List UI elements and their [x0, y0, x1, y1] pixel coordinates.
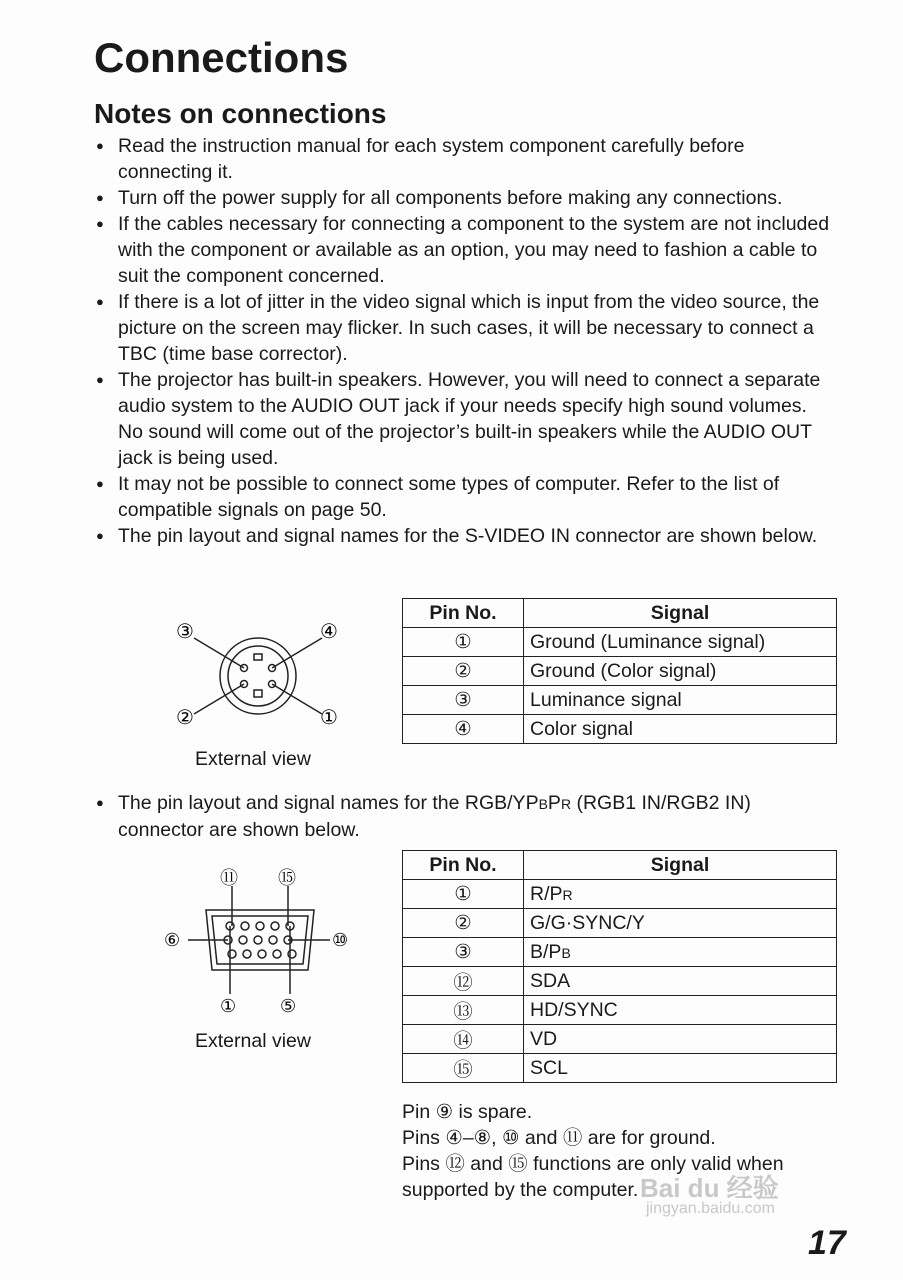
watermark-url: jingyan.baidu.com [646, 1200, 775, 1217]
pin-label: ③ [176, 619, 194, 643]
pin-cell: ③ [403, 686, 524, 715]
pin-cell: ③ [403, 938, 524, 967]
table-row [403, 967, 837, 996]
pin-cell: ⑬ [403, 996, 524, 1025]
signal-cell: Color signal [524, 715, 837, 744]
table-header-row [403, 851, 837, 880]
notes-list [96, 133, 836, 549]
signal-text: R/P [530, 882, 563, 905]
pin-label: ② [176, 705, 194, 729]
pin-cell: ⑭ [403, 1025, 524, 1054]
note-line: Pins ④–⑧, ⑩ and ⑪ are for ground. [402, 1127, 716, 1149]
leader-line [194, 684, 244, 714]
signal-subscript: R [562, 886, 573, 903]
list-item: ● Read the instruction manual for each system component carefully before connecting it. [96, 133, 836, 185]
pin-label: ⑪ [220, 868, 238, 889]
signal-subscript: B [561, 944, 571, 961]
rgb-bullet-text: P [547, 792, 561, 814]
pin-cell: ① [403, 628, 524, 657]
signal-cell: G/G·SYNC/Y [524, 909, 837, 938]
header-pin: Pin No. [403, 599, 524, 628]
svideo-caption: External view [195, 748, 311, 770]
table-row [403, 996, 837, 1025]
list-item: ● The pin layout and signal names for the S-VIDEO IN connector are shown below. [96, 523, 836, 549]
pin-label: ⑤ [280, 996, 297, 1017]
list-item: ● The projector has built-in speakers. However, you will need to connect a separate audio system to the AUDIO OUT jack if your needs specify high sound volumes. No sound will come out of the projector’s built-in speakers while the AUDIO OUT jack is being used. [96, 367, 836, 471]
signal-cell [524, 938, 837, 967]
pin-label: ① [320, 705, 338, 729]
table-row [403, 628, 837, 657]
signal-cell: SCL [524, 1054, 837, 1083]
table-row [403, 1025, 837, 1054]
table-row [403, 909, 837, 938]
signal-cell: SDA [524, 967, 837, 996]
list-item: ● Turn off the power supply for all components before making any connections. [96, 185, 836, 211]
pin-label: ④ [320, 619, 338, 643]
signal-cell: VD [524, 1025, 837, 1054]
page-number: 17 [808, 1224, 846, 1262]
pin-cell: ⑫ [403, 967, 524, 996]
pin-label: ⑥ [164, 930, 181, 951]
table-row [403, 715, 837, 744]
pin-label: ⑮ [278, 868, 296, 889]
list-item: ● It may not be possible to connect some types of computer. Refer to the list of compatible signals on page 50. [96, 471, 836, 523]
svideo-connector-diagram [160, 610, 360, 740]
table-row [403, 657, 837, 686]
pin-cell: ④ [403, 715, 524, 744]
leader-line [194, 638, 244, 668]
pin-label: ⑩ [332, 930, 349, 951]
svideo-center-key [254, 690, 262, 697]
watermark-brand: Bai du 经验 [640, 1173, 779, 1203]
table-row [403, 938, 837, 967]
signal-cell [524, 880, 837, 909]
rgb-bullet-subscript: R [560, 796, 572, 812]
note-line: Pins ⑫ and ⑮ functions are only valid when supported by the computer. [402, 1153, 784, 1201]
rgb-bullet-text: (RGB1 IN/RGB2 IN) connector are shown below. [118, 792, 751, 841]
header-signal: Signal [524, 599, 837, 628]
rgb-bullet-subscript: B [538, 796, 548, 812]
table-row [403, 880, 837, 909]
pin-cell: ② [403, 657, 524, 686]
rgb-pin-table [402, 850, 837, 1083]
note-line: Pin ⑨ is spare. [402, 1101, 533, 1123]
list-item: ● If the cables necessary for connecting a component to the system are not included with the component or available as an option, you may need to fashion a cable to suit the component concerned. [96, 211, 836, 289]
page-title: Connections [94, 34, 349, 81]
table-header-row [403, 599, 837, 628]
pin-cell: ② [403, 909, 524, 938]
header-pin: Pin No. [403, 851, 524, 880]
svideo-pin-table [402, 598, 837, 744]
rgb-bullet [96, 790, 836, 843]
rgb-bullet-text: P [525, 792, 539, 814]
signal-cell: HD/SYNC [524, 996, 837, 1025]
section-heading: Notes on connections [94, 98, 387, 129]
pin-label: ① [220, 996, 237, 1017]
svideo-outer-ring [220, 638, 296, 714]
list-item: ● If there is a lot of jitter in the video signal which is input from the video source, the picture on the screen may flicker. In such cases, it will be necessary to connect a TBC (time base corrector). [96, 289, 836, 367]
rgb-connector-diagram [160, 862, 360, 1022]
pin-cell: ⑮ [403, 1054, 524, 1083]
signal-cell: Ground (Luminance signal) [524, 628, 837, 657]
rgb-bullet-text: The pin layout and signal names for the RGB/Y [118, 792, 526, 814]
table-row [403, 1054, 837, 1083]
svideo-key [254, 654, 262, 660]
signal-cell: Ground (Color signal) [524, 657, 837, 686]
pin-cell: ① [403, 880, 524, 909]
table-row [403, 686, 837, 715]
header-signal: Signal [524, 851, 837, 880]
signal-cell: Luminance signal [524, 686, 837, 715]
signal-text: B/P [530, 940, 562, 963]
leader-line [272, 638, 322, 668]
rgb-caption: External view [195, 1030, 311, 1052]
leader-line [272, 684, 322, 714]
